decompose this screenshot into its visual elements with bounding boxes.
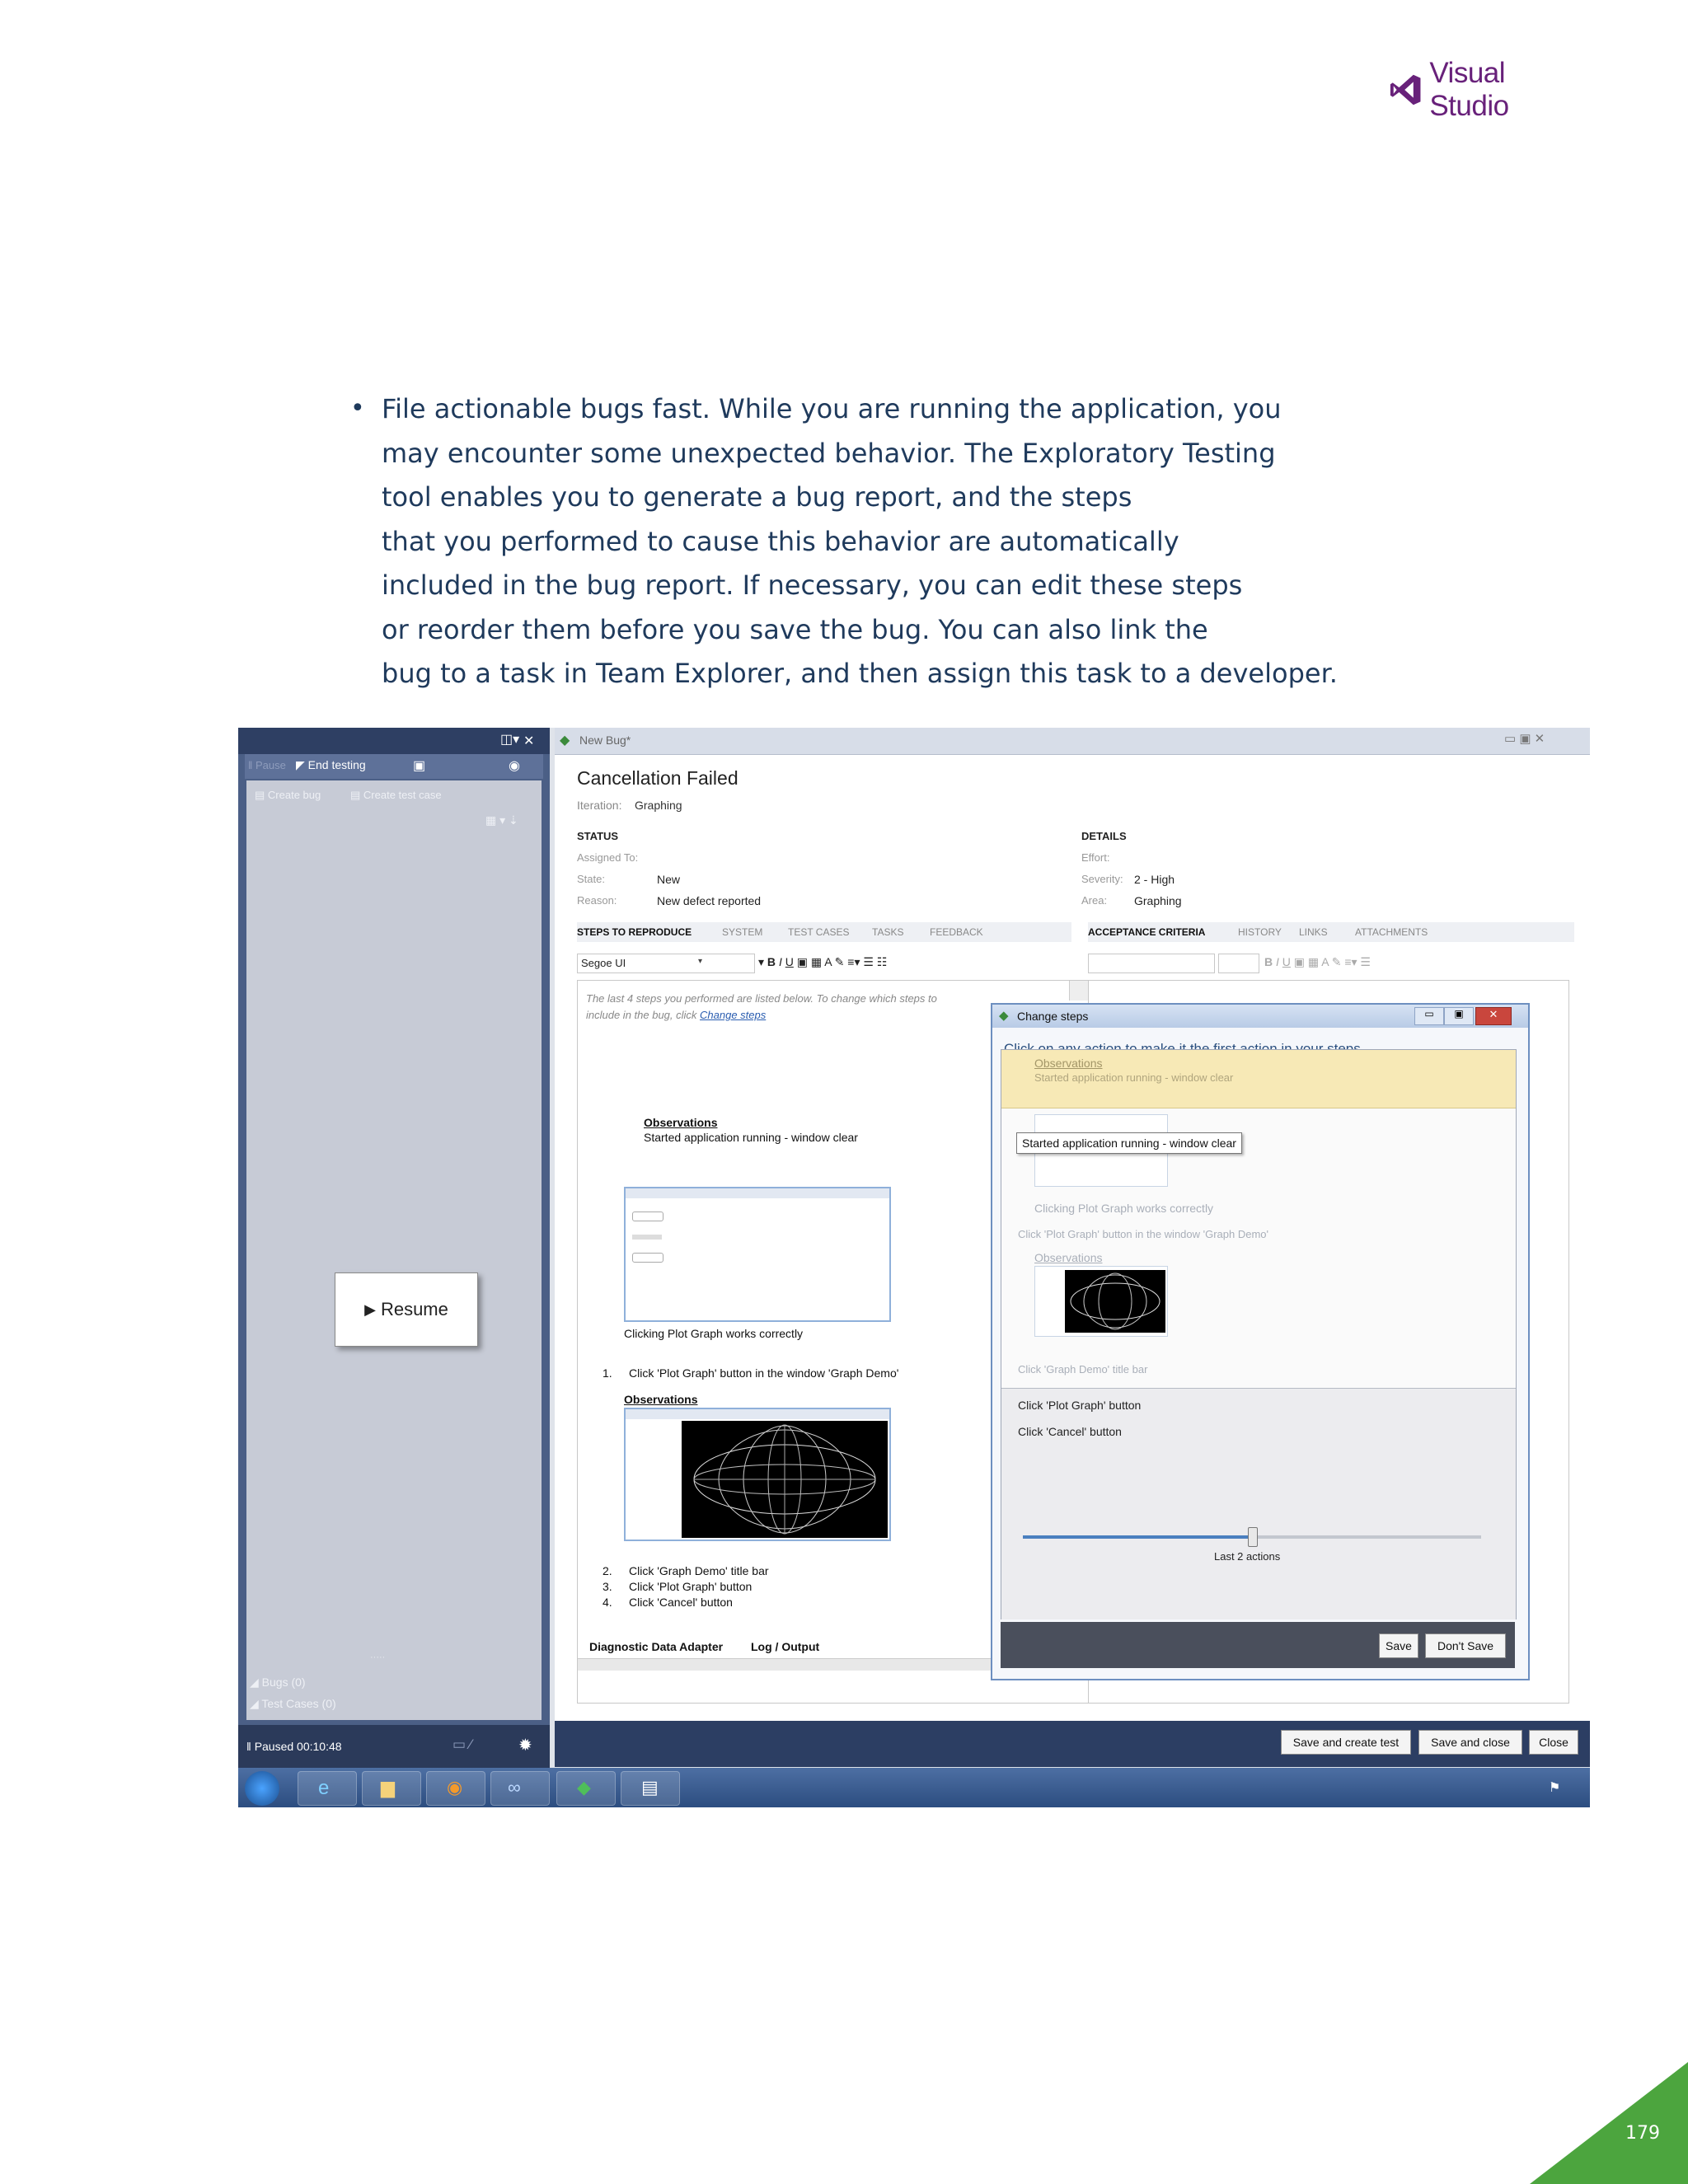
step-plot-works[interactable]: Clicking Plot Graph works correctly <box>1034 1202 1214 1215</box>
graph-thumbnail[interactable] <box>1034 1266 1168 1337</box>
plot-works-text: Clicking Plot Graph works correctly <box>624 1327 804 1340</box>
dialog-icon: ◆ <box>999 1009 1009 1023</box>
test-cases-section[interactable]: ◢ Test Cases (0) <box>250 1697 336 1710</box>
slider-thumb[interactable] <box>1248 1527 1258 1547</box>
step-text[interactable]: Click 'Cancel' button <box>629 1596 733 1609</box>
exploratory-testing-screenshot <box>238 728 1590 1807</box>
help-icon[interactable]: ◉ <box>509 759 520 773</box>
slider-label: Last 2 actions <box>1214 1550 1281 1563</box>
explorer-icon[interactable]: ▆ <box>362 1771 421 1806</box>
status-heading: STATUS <box>577 830 619 842</box>
save-and-create-test-button[interactable]: Save and create test <box>1281 1730 1411 1755</box>
monitor-icon[interactable]: ▭ ⁄ <box>452 1736 472 1752</box>
minimize-button[interactable]: ▭ <box>1414 1007 1444 1025</box>
step-text[interactable]: Click 'Graph Demo' title bar <box>629 1564 769 1577</box>
window-title: New Bug* <box>579 733 631 747</box>
screenshot-icon[interactable]: ▣ <box>413 759 426 773</box>
slider-fill <box>1023 1535 1252 1539</box>
media-player-icon[interactable]: ◉ <box>426 1771 485 1806</box>
dock-icon[interactable]: ◫▾ <box>500 733 520 747</box>
tab-test-cases[interactable]: TEST CASES <box>788 926 850 938</box>
ac-font-select[interactable] <box>1088 954 1215 973</box>
highlighted-step[interactable]: Observations Started application running - window clear <box>1001 1050 1516 1108</box>
step-observations: Observations <box>1034 1251 1103 1264</box>
state-label: State: <box>577 873 605 885</box>
bug-icon: ◆ <box>560 733 570 748</box>
tooltip: Started application running - window clear <box>1016 1132 1242 1154</box>
log-output-heading: Log / Output <box>751 1640 820 1653</box>
visual-studio-logo <box>1388 57 1586 122</box>
maximize-button[interactable]: ▣ <box>1444 1007 1474 1025</box>
microsoft-test-manager-icon[interactable]: ◆ <box>556 1771 616 1806</box>
paragraph-line: File actionable bugs fast. While you are running the application, you <box>382 393 1282 424</box>
severity-label: Severity: <box>1081 873 1123 885</box>
window-controls[interactable]: ▭ ▣ ✕ <box>1504 732 1545 746</box>
bullet: • <box>350 394 365 423</box>
test-runner-body <box>246 780 542 1720</box>
tab-acceptance-criteria[interactable]: ACCEPTANCE CRITERIA <box>1088 926 1206 938</box>
effort-label: Effort: <box>1081 851 1110 864</box>
visual-studio-icon <box>1388 72 1423 108</box>
save-and-close-button[interactable]: Save and close <box>1418 1730 1522 1755</box>
tab-feedback[interactable]: FEEDBACK <box>930 926 983 938</box>
close-button[interactable]: Close <box>1529 1730 1578 1755</box>
diagnostic-data-adapter-heading: Diagnostic Data Adapter <box>589 1640 724 1653</box>
area-value[interactable]: Graphing <box>1134 894 1182 907</box>
step-number: 1. <box>603 1366 612 1380</box>
state-value[interactable]: New <box>657 873 681 886</box>
change-steps-link[interactable]: Change steps <box>700 1009 767 1021</box>
reason-label: Reason: <box>577 894 617 907</box>
steps-intro-line2: include in the bug, click Change steps <box>586 1009 767 1021</box>
page-corner-triangle <box>1530 2062 1688 2184</box>
thumb-button <box>632 1253 663 1263</box>
paragraph-line: that you performed to cause this behavior are automatically <box>382 525 1179 557</box>
dialog-title: Change steps <box>1017 1010 1089 1023</box>
app-screenshot-thumbnail[interactable] <box>624 1187 891 1322</box>
steps-editor-toolbar <box>577 952 1071 975</box>
step-text[interactable]: Click 'Plot Graph' button <box>629 1580 753 1593</box>
observations-heading: Observations <box>644 1116 718 1129</box>
format-icons[interactable]: ▾ B I U ▣ ▦ A ✎ ≡▾ ☰ ☷ <box>758 955 888 968</box>
create-bug-button[interactable]: ▤ Create bug <box>255 789 321 801</box>
wireframe-graph-small <box>1065 1270 1165 1333</box>
start-button[interactable] <box>245 1771 279 1806</box>
resume-icon: ▶ <box>364 1301 376 1318</box>
ac-format-icons[interactable]: B I U ▣ ▦ A ✎ ≡▾ ☰ <box>1264 955 1371 968</box>
options-icon[interactable]: ▦ ▾ ⇣ <box>485 813 518 827</box>
tab-attachments[interactable]: ATTACHMENTS <box>1355 926 1428 938</box>
graph-demo-icon[interactable]: ▤ <box>621 1771 680 1806</box>
reason-value[interactable]: New defect reported <box>657 894 762 907</box>
steps-list <box>1001 1049 1517 1619</box>
ac-size-select[interactable] <box>1218 954 1259 973</box>
chevron-down-icon: ▾ <box>698 957 703 966</box>
step-number: 3. <box>603 1580 612 1593</box>
windows-taskbar <box>238 1768 1590 1807</box>
graph-screenshot-thumbnail[interactable] <box>624 1408 891 1541</box>
tab-system[interactable]: SYSTEM <box>722 926 763 938</box>
create-test-case-button[interactable]: ▤ Create test case <box>350 789 442 801</box>
logo-text: Visual Studio <box>1429 57 1509 122</box>
bug-title[interactable]: Cancellation Failed <box>577 767 738 789</box>
font-name-select[interactable]: Segoe UI ▾ <box>577 954 755 973</box>
tab-links[interactable]: LINKS <box>1299 926 1328 938</box>
paragraph-line: bug to a task in Team Explorer, and then assign this task to a developer. <box>382 658 1338 689</box>
page-number: 179 <box>1625 2123 1660 2144</box>
step-click-plot[interactable]: Click 'Plot Graph' button <box>1018 1399 1142 1412</box>
vertical-scrollbar[interactable] <box>1069 981 1088 1001</box>
step-click-cancel[interactable]: Click 'Cancel' button <box>1018 1425 1122 1438</box>
flag-icon[interactable]: ⚑ <box>1549 1781 1561 1795</box>
details-tab-strip <box>1088 922 1574 942</box>
bug-window-title-bar <box>555 728 1590 755</box>
observation-text: Started application running - window clear <box>644 1131 858 1144</box>
details-heading: DETAILS <box>1081 830 1127 842</box>
iteration-value[interactable]: Graphing <box>635 799 682 812</box>
step-click-title-bar[interactable]: Click 'Graph Demo' title bar <box>1018 1363 1148 1376</box>
tab-history[interactable]: HISTORY <box>1238 926 1282 938</box>
paused-timer: ‖ Paused 00:10:48 <box>246 1740 342 1753</box>
test-runner-toolbar <box>245 754 543 779</box>
test-runner-title-bar <box>238 728 550 754</box>
resume-button[interactable]: ▶ Resume <box>335 1272 478 1347</box>
thumb-title-bar <box>626 1188 889 1198</box>
paragraph-line: tool enables you to generate a bug report, and the steps <box>382 481 1132 513</box>
bugs-section[interactable]: ◢ Bugs (0) <box>250 1675 306 1689</box>
steps-tab-strip <box>577 922 1071 942</box>
tab-steps-to-reproduce[interactable]: STEPS TO REPRODUCE <box>577 926 692 938</box>
steps-intro-line1: The last 4 steps you performed are listed below. To change which steps to <box>586 992 937 1005</box>
test-manager-icon[interactable]: ∞ <box>490 1771 550 1806</box>
paragraph-line: included in the bug report. If necessary, you can edit these steps <box>382 569 1243 601</box>
severity-value[interactable]: 2 - High <box>1134 873 1175 886</box>
test-runner-status-bar <box>238 1725 550 1768</box>
wireframe-image <box>1065 1270 1165 1333</box>
step-number: 4. <box>603 1596 612 1609</box>
step-number: 2. <box>603 1564 612 1577</box>
thumb-text <box>632 1235 662 1240</box>
assigned-label: Assigned To: <box>577 851 639 864</box>
gear-icon[interactable]: ✹ <box>518 1736 532 1755</box>
acceptance-editor-toolbar <box>1088 952 1566 975</box>
thumb-title-bar <box>626 1409 889 1419</box>
step-click-plot-window[interactable]: Click 'Plot Graph' button in the window 'Graph Demo' <box>1018 1228 1269 1240</box>
dialog-title-bar <box>992 1005 1528 1028</box>
ie-icon[interactable]: e <box>298 1771 357 1806</box>
dont-save-button[interactable]: Don't Save <box>1425 1633 1506 1658</box>
grip-handle[interactable]: ····· <box>370 1652 386 1662</box>
paragraph-line: or reorder them before you save the bug. You can also link the <box>382 613 1208 645</box>
area-label: Area: <box>1081 894 1108 907</box>
iteration-label: Iteration: <box>577 799 622 812</box>
paragraph-line: may encounter some unexpected behavior. The Exploratory Testing <box>382 437 1276 469</box>
end-testing-button[interactable]: ◤ End testing <box>296 758 366 771</box>
selected-steps-area <box>1001 1388 1516 1619</box>
step-text[interactable]: Click 'Plot Graph' button in the window 'Graph Demo' <box>629 1366 899 1380</box>
horizontal-scrollbar[interactable] <box>578 1658 1028 1671</box>
pause-button[interactable]: ‖ Pause <box>248 759 286 771</box>
body-paragraph <box>382 387 1412 696</box>
observations-heading: Observations <box>624 1393 698 1406</box>
tab-tasks[interactable]: TASKS <box>872 926 904 938</box>
thumb-button <box>632 1212 663 1221</box>
close-icon[interactable]: ✕ <box>523 734 535 748</box>
dialog-close-button[interactable]: ✕ <box>1475 1007 1512 1025</box>
wireframe-graph <box>682 1421 888 1538</box>
save-button[interactable]: Save <box>1379 1633 1418 1658</box>
wireframe-image <box>682 1421 888 1538</box>
